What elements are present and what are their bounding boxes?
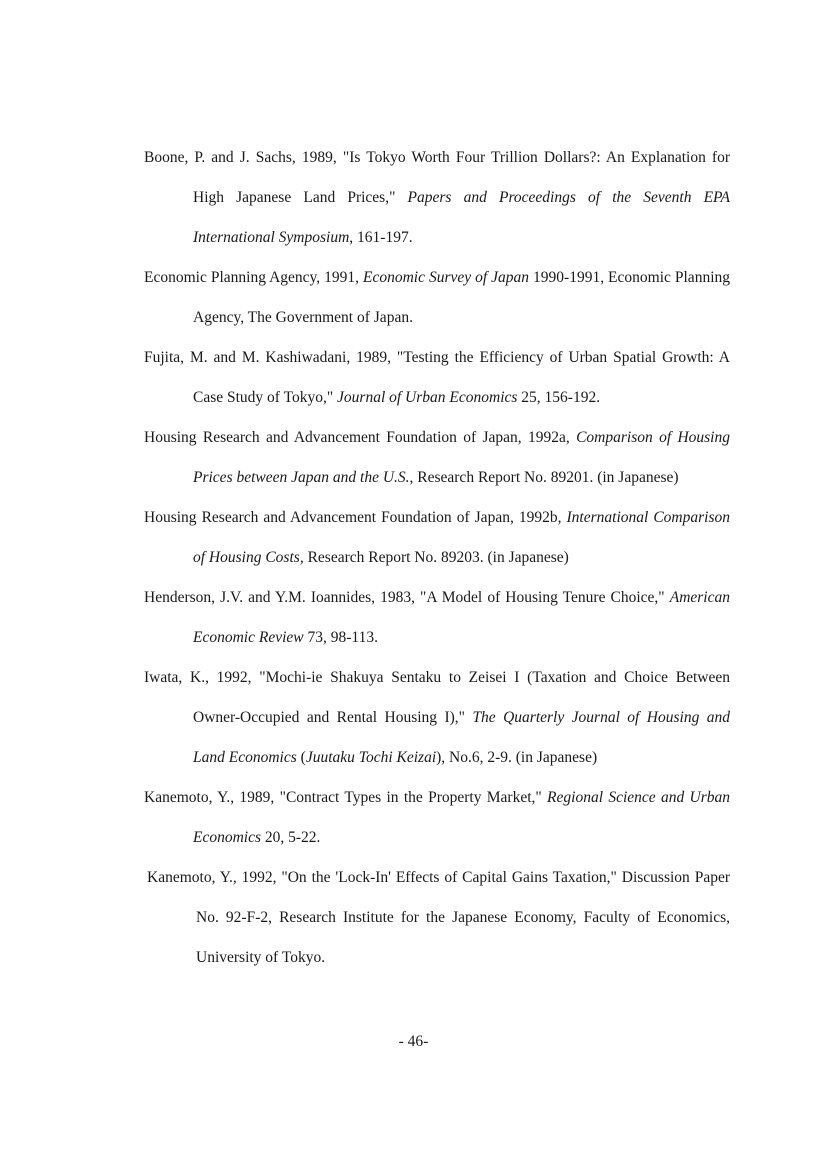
reference-source-title: Papers and Proceedings of the Seventh EPA International Symposium (193, 189, 730, 246)
reference-entry (144, 658, 730, 778)
reference-source-title: Journal of Urban Economics (337, 389, 518, 406)
reference-details: 25, 156-192. (517, 389, 601, 406)
reference-list (144, 138, 730, 978)
reference-source-title: Regional Science and Urban Economics (193, 789, 730, 846)
reference-source-title: Comparison of Housing Prices between Japan and the U.S. (193, 429, 730, 486)
reference-entry (144, 138, 730, 258)
reference-text: Boone, P. and J. Sachs, 1989, "Is Tokyo Worth Four Trillion Dollars?: An Explanation for High Japanese Land Prices," (144, 149, 730, 206)
reference-entry (144, 858, 730, 978)
reference-text: Housing Research and Advancement Foundation of Japan, 1992a, (144, 429, 577, 446)
reference-details: , 161-197. (349, 229, 413, 246)
reference-details: 20, 5-22. (261, 829, 321, 846)
reference-entry (144, 338, 730, 418)
reference-source-title: American Economic Review (193, 589, 730, 646)
reference-source-title: International Comparison of Housing Costs (193, 509, 730, 566)
reference-text: Kanemoto, Y., 1989, "Contract Types in the Property Market," (144, 789, 548, 806)
reference-details: ), No.6, 2-9. (in Japanese) (436, 749, 598, 766)
reference-source-title: Economic Survey of Japan (363, 269, 530, 286)
reference-source-title: The Quarterly Journal of Housing and Land Economics (193, 709, 730, 766)
page-number: - 46- (398, 1033, 429, 1050)
reference-text: Housing Research and Advancement Foundation of Japan, 1992b, (144, 509, 567, 526)
reference-details: ( (296, 749, 306, 766)
reference-entry (144, 418, 730, 498)
reference-details: , Research Report No. 89203. (in Japanese) (299, 549, 569, 566)
reference-entry (144, 258, 730, 338)
reference-text: Economic Planning Agency, 1991, (144, 269, 363, 286)
reference-text: Henderson, J.V. and Y.M. Ioannides, 1983, "A Model of Housing Tenure Choice," (144, 589, 670, 606)
reference-details: 1990-1991, Economic Planning Agency, The Government of Japan. (193, 269, 730, 326)
reference-details: 73, 98-113. (303, 629, 378, 646)
reference-text: Kanemoto, Y., 1992, "On the 'Lock-In' Effects of Capital Gains Taxation," Discussion Paper No. 92-F-2, Research Institute for the Japanese Economy, Faculty of Economics, University of Tokyo. (147, 869, 730, 966)
reference-text: Iwata, K., 1992, "Mochi-ie Shakuya Sentaku to Zeisei I (Taxation and Choice Between Owner-Occupied and Rental Housing I)," (144, 669, 730, 726)
reference-details: , Research Report No. 89201. (in Japanese) (409, 469, 679, 486)
reference-entry (144, 778, 730, 858)
reference-entry (144, 498, 730, 578)
reference-source-title-japanese: Juutaku Tochi Keizai (305, 749, 437, 766)
reference-text: Fujita, M. and M. Kashiwadani, 1989, "Testing the Efficiency of Urban Spatial Growth: A Case Study of Tokyo," (144, 349, 730, 406)
reference-entry (144, 578, 730, 658)
